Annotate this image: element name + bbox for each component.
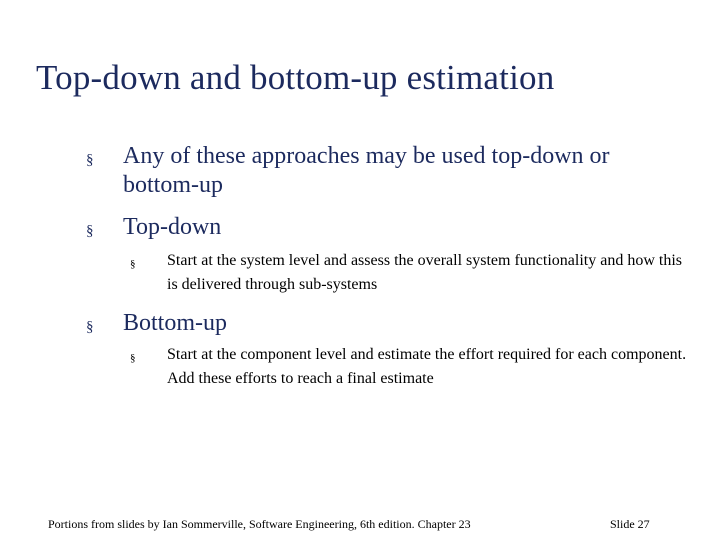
sub-bullet-text: Start at the system level and assess the overall system functionality and how this is delivered through sub-systems [167, 252, 683, 293]
bullet-marker-icon: § [86, 152, 94, 168]
slide-number: Slide 27 [610, 517, 650, 531]
bullet-marker-icon: § [86, 319, 94, 335]
bullet-item [86, 213, 686, 246]
bullet-text: Bottom-up [123, 310, 228, 336]
sub-bullet-item [130, 343, 690, 391]
bullet-item [86, 142, 686, 200]
slide-title: Top-down and bottom-up estimation [36, 58, 555, 97]
bullet-item [86, 309, 686, 342]
footer-credit: Portions from slides by Ian Sommerville, Software Engineering, 6th edition. Chapter 23 [48, 517, 471, 531]
bullet-text: Any of these approaches may be used top-down or bottom-up [123, 143, 610, 198]
sub-bullet-item [130, 249, 690, 297]
sub-bullet-marker-icon: § [130, 258, 136, 270]
sub-bullet-text: Start at the component level and estimate the effort required for each component. Add these efforts to reach a final estimate [167, 346, 687, 387]
bullet-text: Top-down [123, 214, 222, 240]
bullet-marker-icon: § [86, 223, 94, 239]
sub-bullet-marker-icon: § [130, 352, 136, 364]
